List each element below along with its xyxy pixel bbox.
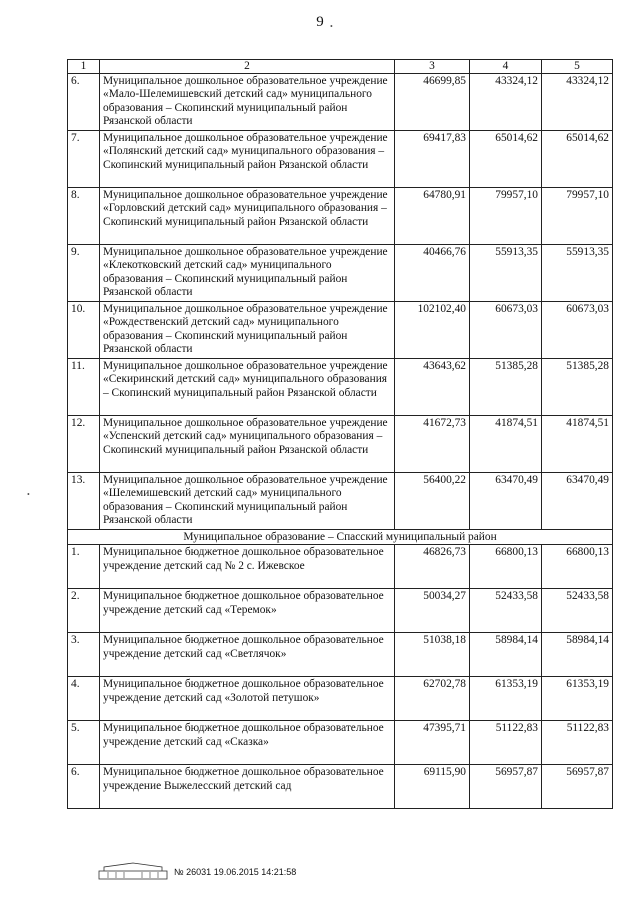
value-col-5: 55913,35 [542, 245, 613, 302]
institution-name: Муниципальное дошкольное образовательное учреждение «Горловский детский сад» муниципального образования – Скопинский муниципальный район Рязанской области [100, 188, 395, 245]
value-col-5: 65014,62 [542, 131, 613, 188]
value-col-4: 51122,83 [470, 721, 542, 765]
value-col-3: 62702,78 [395, 677, 470, 721]
value-col-4: 56957,87 [470, 765, 542, 809]
value-col-3: 47395,71 [395, 721, 470, 765]
section-header-row [68, 530, 613, 545]
row-number: 3. [68, 633, 100, 677]
institution-name: Муниципальное бюджетное дошкольное образовательное учреждение Выжелесский детский сад [100, 765, 395, 809]
table-row [68, 589, 613, 633]
value-col-4: 66800,13 [470, 545, 542, 589]
row-number: 13. [68, 473, 100, 530]
value-col-5: 79957,10 [542, 188, 613, 245]
column-header: 3 [395, 60, 470, 74]
column-header: 1 [68, 60, 100, 74]
value-col-4: 61353,19 [470, 677, 542, 721]
table-row [68, 545, 613, 589]
row-number: 7. [68, 131, 100, 188]
table-row [68, 188, 613, 245]
institution-name: Муниципальное дошкольное образовательное учреждение «Клекотковский детский сад» муниципального образования – Скопинский муниципальный район Рязанской области [100, 245, 395, 302]
value-col-5: 61353,19 [542, 677, 613, 721]
row-number: 11. [68, 359, 100, 416]
value-col-3: 69115,90 [395, 765, 470, 809]
value-col-3: 51038,18 [395, 633, 470, 677]
value-col-4: 63470,49 [470, 473, 542, 530]
table-row [68, 633, 613, 677]
institution-name: Муниципальное дошкольное образовательное учреждение «Успенский детский сад» муниципального образования – Скопинский муниципальный район Рязанской области [100, 416, 395, 473]
value-col-5: 56957,87 [542, 765, 613, 809]
table-row [68, 302, 613, 359]
value-col-3: 69417,83 [395, 131, 470, 188]
value-col-4: 41874,51 [470, 416, 542, 473]
row-number: 5. [68, 721, 100, 765]
value-col-3: 40466,76 [395, 245, 470, 302]
section-title: Муниципальное образование – Спасский муниципальный район [68, 530, 613, 545]
value-col-4: 65014,62 [470, 131, 542, 188]
value-col-4: 55913,35 [470, 245, 542, 302]
table-row [68, 721, 613, 765]
table-header-row [68, 60, 613, 74]
row-number: 9. [68, 245, 100, 302]
value-col-5: 43324,12 [542, 74, 613, 131]
value-col-4: 51385,28 [470, 359, 542, 416]
institution-name: Муниципальное дошкольное образовательное учреждение «Рождественский детский сад» муниципального образования – Скопинский муниципальный район Рязанской области [100, 302, 395, 359]
registry-stamp-icon [98, 862, 168, 880]
value-col-3: 50034,27 [395, 589, 470, 633]
value-col-3: 46699,85 [395, 74, 470, 131]
institution-name: Муниципальное бюджетное дошкольное образовательное учреждение детский сад № 2 с. Ижевское [100, 545, 395, 589]
institution-name: Муниципальное бюджетное дошкольное образовательное учреждение детский сад «Светлячок» [100, 633, 395, 677]
value-col-4: 79957,10 [470, 188, 542, 245]
value-col-5: 51385,28 [542, 359, 613, 416]
row-number: 6. [68, 765, 100, 809]
column-header: 5 [542, 60, 613, 74]
value-col-4: 60673,03 [470, 302, 542, 359]
institution-name: Муниципальное дошкольное образовательное учреждение «Мало-Шелемишевский детский сад» муниципального образования – Скопинский муниципальный район Рязанской области [100, 74, 395, 131]
institution-name: Муниципальное бюджетное дошкольное образовательное учреждение детский сад «Сказка» [100, 721, 395, 765]
table-row [68, 74, 613, 131]
allocation-table [67, 59, 613, 809]
table-row [68, 245, 613, 302]
table-row [68, 131, 613, 188]
institution-name: Муниципальное дошкольное образовательное учреждение «Секиринский детский сад» муниципального образования – Скопинский муниципальный район Рязанской области [100, 359, 395, 416]
institution-name: Муниципальное бюджетное дошкольное образовательное учреждение детский сад «Теремок» [100, 589, 395, 633]
document-timestamp: 19.06.2015 14:21:58 [213, 867, 297, 877]
table-row [68, 765, 613, 809]
institution-name: Муниципальное бюджетное дошкольное образовательное учреждение детский сад «Золотой петушок» [100, 677, 395, 721]
institution-name: Муниципальное дошкольное образовательное учреждение «Шелемишевский детский сад» муниципального образования – Скопинский муниципальный район Рязанской области [100, 473, 395, 530]
row-number: 1. [68, 545, 100, 589]
value-col-4: 52433,58 [470, 589, 542, 633]
scan-speck: • [330, 22, 333, 31]
value-col-5: 51122,83 [542, 721, 613, 765]
row-number: 8. [68, 188, 100, 245]
value-col-5: 63470,49 [542, 473, 613, 530]
row-number: 2. [68, 589, 100, 633]
table-row [68, 677, 613, 721]
page-number: 9 [316, 14, 324, 30]
institution-name: Муниципальное дошкольное образовательное учреждение «Полянский детский сад» муниципального образования – Скопинский муниципальный район Рязанской области [100, 131, 395, 188]
value-col-3: 41672,73 [395, 416, 470, 473]
row-number: 12. [68, 416, 100, 473]
value-col-3: 43643,62 [395, 359, 470, 416]
value-col-5: 60673,03 [542, 302, 613, 359]
document-number: № 26031 [174, 867, 212, 877]
document-footer [98, 862, 398, 880]
row-number: 10. [68, 302, 100, 359]
value-col-3: 56400,22 [395, 473, 470, 530]
table-row [68, 473, 613, 530]
scan-speck: • [27, 490, 30, 499]
value-col-4: 58984,14 [470, 633, 542, 677]
row-number: 4. [68, 677, 100, 721]
column-header: 2 [100, 60, 395, 74]
value-col-5: 41874,51 [542, 416, 613, 473]
table-row [68, 416, 613, 473]
value-col-3: 102102,40 [395, 302, 470, 359]
value-col-3: 46826,73 [395, 545, 470, 589]
value-col-3: 64780,91 [395, 188, 470, 245]
table-row [68, 359, 613, 416]
column-header: 4 [470, 60, 542, 74]
value-col-5: 58984,14 [542, 633, 613, 677]
row-number: 6. [68, 74, 100, 131]
value-col-4: 43324,12 [470, 74, 542, 131]
value-col-5: 66800,13 [542, 545, 613, 589]
value-col-5: 52433,58 [542, 589, 613, 633]
